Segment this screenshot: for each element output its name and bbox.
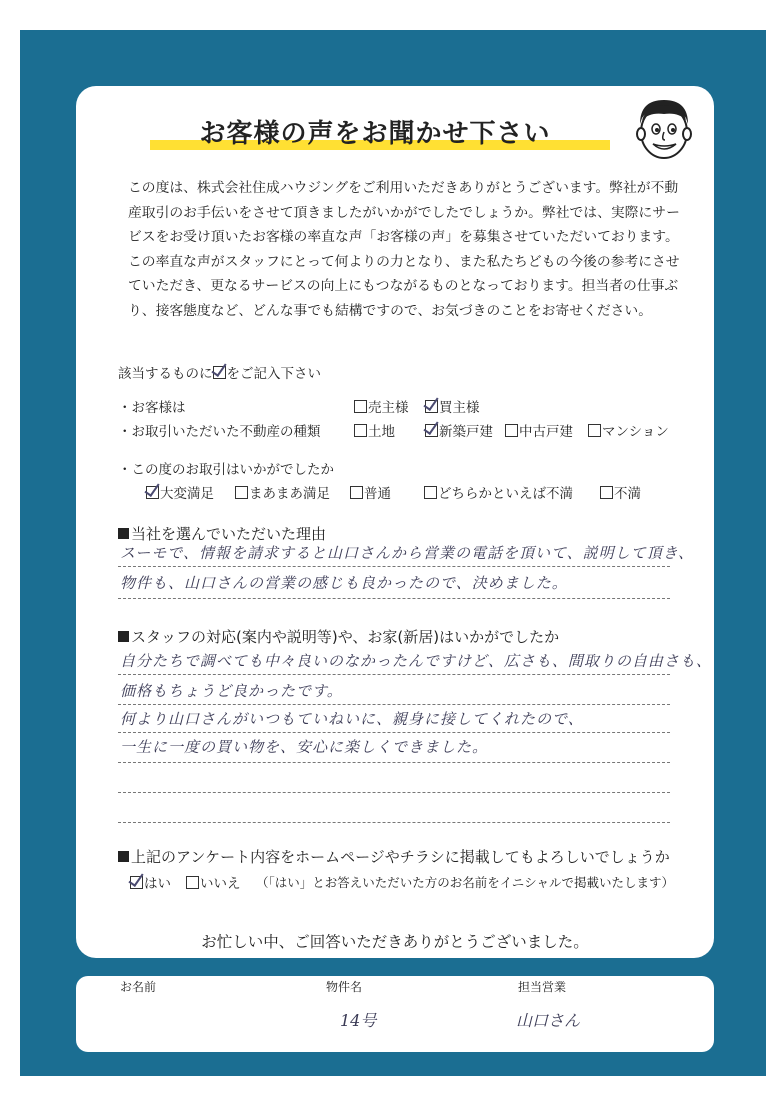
customer-type-label: ・お客様は xyxy=(118,400,186,416)
staff-answer-line: 一生に一度の買い物を、安心に楽しくできました。 xyxy=(120,738,489,756)
checkbox[interactable] xyxy=(354,424,367,437)
answer-rule xyxy=(118,598,670,599)
reason-answer-line: スーモで、情報を請求すると山口さんから営業の電話を頂いて、説明して頂き、 xyxy=(120,544,695,562)
smiling-man-avatar-icon xyxy=(628,94,698,164)
property-label: 物件名 xyxy=(326,980,363,994)
square-bullet-icon xyxy=(118,528,129,539)
staff-answer-line: 自分たちで調べても中々良いのなかったんですけど、広さも、間取りの自由さも、 xyxy=(120,652,712,670)
checkbox[interactable] xyxy=(235,486,248,499)
option-somewhat-dissatisfied[interactable]: どちらかといえば不満 xyxy=(424,482,573,502)
intro-text: この度は、株式会社住成ハウジングをご利用いただきありがとうございます。弊社が不動産取引のお手伝いをさせて頂きましたがいかがでしたでしょうか。弊社では、実際にサービスをお受け頂いたお客様の率直な声「お客様の声」を募集させていただいております。この率直な声がスタッフにとって何よりの力となり、また私たちどもの今後の参考にさせていただき、更なるサービスの向上にもつながるものとなっております。担当者の仕事ぶり、接客態度など、どんな事でも結構ですので、お気づきのことをお寄せください。 xyxy=(128,180,680,319)
option-buyer[interactable]: 買主様 xyxy=(425,396,480,416)
square-bullet-icon xyxy=(118,631,129,642)
option-no[interactable]: いいえ xyxy=(186,872,241,892)
page-title: お客様の声をお聞かせ下さい xyxy=(199,119,551,149)
publish-note: （「はい」とお答えいただいた方のお名前をイニシャルで掲載いたします） xyxy=(256,875,675,890)
instruction: 該当するものに をご記入下さい xyxy=(118,366,321,382)
checkbox-sample-icon xyxy=(213,366,226,379)
option-very-satisfied[interactable]: 大変満足 xyxy=(146,482,214,502)
property-value: 14号 xyxy=(340,1011,377,1030)
option-yes[interactable]: はい xyxy=(130,872,171,892)
checkbox[interactable] xyxy=(600,486,613,499)
staff-answer-line: 価格もちょうど良かったです。 xyxy=(120,682,343,700)
square-bullet-icon xyxy=(118,851,129,862)
checkbox[interactable] xyxy=(424,486,437,499)
checkbox[interactable] xyxy=(350,486,363,499)
answer-rule xyxy=(118,674,670,675)
option-seller[interactable]: 売主様 xyxy=(354,396,409,416)
option-fairly-satisfied[interactable]: まあまあ満足 xyxy=(235,482,330,502)
option-land[interactable]: 土地 xyxy=(354,420,395,440)
publish-heading: 上記のアンケート内容をホームページやチラシに掲載してもよろしいでしょうか xyxy=(118,846,670,867)
option-new-house[interactable]: 新築戸建 xyxy=(425,420,493,440)
option-mansion[interactable]: マンション xyxy=(588,420,669,440)
checkbox-checked[interactable] xyxy=(425,424,438,437)
option-dissatisfied[interactable]: 不満 xyxy=(600,482,641,502)
answer-rule xyxy=(118,704,670,705)
answer-rule xyxy=(118,732,670,733)
satisfaction-label: ・この度のお取引はいかがでしたか xyxy=(118,462,334,478)
checkbox[interactable] xyxy=(505,424,518,437)
checkbox[interactable] xyxy=(186,876,199,889)
answer-rule xyxy=(118,792,670,793)
sales-value: 山口さん xyxy=(516,1011,581,1030)
checkbox-checked[interactable] xyxy=(425,400,438,413)
option-used-house[interactable]: 中古戸建 xyxy=(505,420,573,440)
option-neutral[interactable]: 普通 xyxy=(350,482,391,502)
name-label: お名前 xyxy=(120,980,157,994)
answer-rule xyxy=(118,822,670,823)
answer-rule xyxy=(118,762,670,763)
staff-answer-line: 何より山口さんがいつもていねいに、親身に接してくれたので、 xyxy=(120,710,584,728)
reason-heading: 当社を選んでいただいた理由 xyxy=(118,523,326,544)
checkbox-checked[interactable] xyxy=(130,876,143,889)
sales-label: 担当営業 xyxy=(518,980,567,994)
info-card xyxy=(76,976,714,1052)
checkbox[interactable] xyxy=(588,424,601,437)
reason-answer-line: 物件も、山口さんの営業の感じも良かったので、決めました。 xyxy=(120,574,568,592)
thanks-message: お忙しい中、ご回答いただきありがとうございました。 xyxy=(201,933,589,951)
answer-rule xyxy=(118,566,670,567)
property-type-label: ・お取引いただいた不動産の種類 xyxy=(118,424,321,440)
staff-heading: スタッフの対応(案内や説明等)や、お家(新居)はいかがでしたか xyxy=(118,626,559,647)
checkbox-checked[interactable] xyxy=(146,486,159,499)
checkbox[interactable] xyxy=(354,400,367,413)
